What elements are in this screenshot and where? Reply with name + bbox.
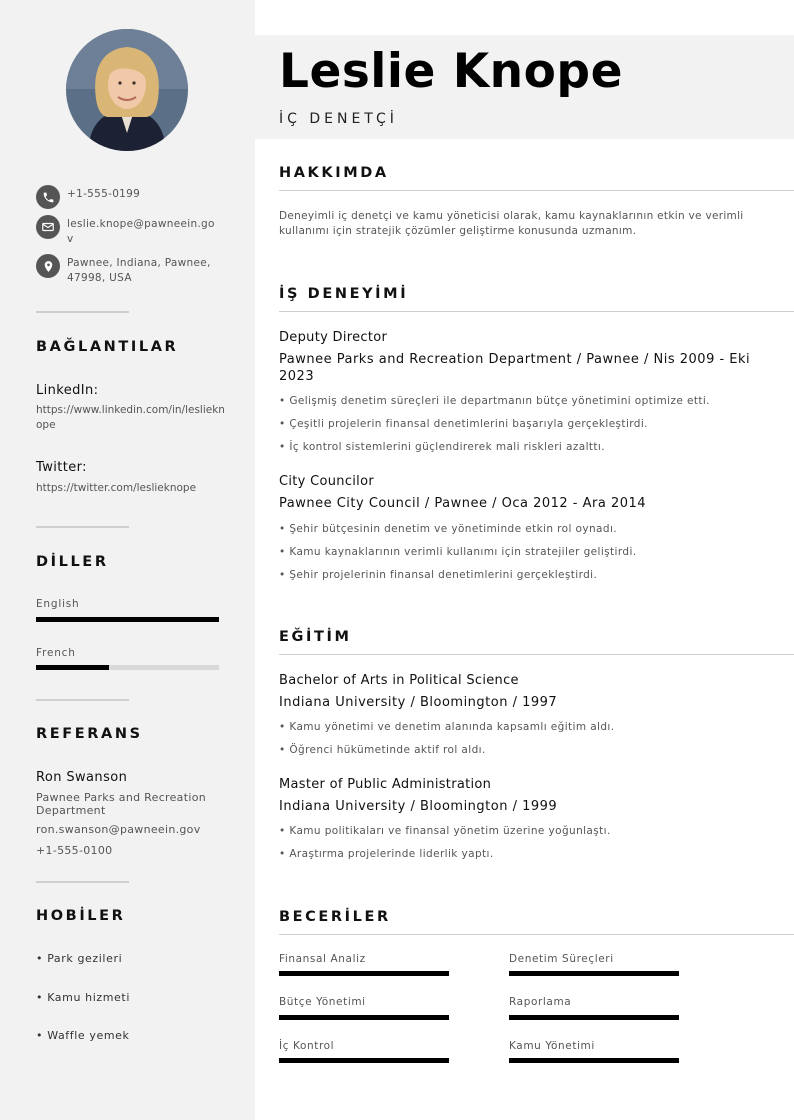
education-bullet-text: Kamu politikaları ve finansal yönetim üzerine yoğunlaştı.: [289, 825, 611, 837]
section-rule: [279, 934, 794, 935]
reference-email[interactable]: ron.swanson@pawneein.gov: [36, 823, 201, 836]
linkedin-link[interactable]: https://www.linkedin.com/in/leslieknope: [36, 404, 225, 431]
skill-level-fill: [509, 1058, 679, 1063]
profile-photo: [66, 29, 188, 151]
skill-name: Denetim Süreçleri: [509, 953, 614, 965]
school-info: Indiana University / Bloomington / 1999: [279, 799, 558, 814]
linkedin-label: LinkedIn:: [36, 383, 99, 398]
hobbies-heading: HOBİLER: [36, 908, 126, 924]
job-title: İÇ DENETÇİ: [279, 111, 398, 127]
links-heading: BAĞLANTILAR: [36, 339, 179, 355]
education-bullet-text: Öğrenci hükümetinde aktif rol aldı.: [289, 744, 486, 756]
job-bullet: • Gelişmiş denetim süreçleri ile departmanın bütçe yönetimini optimize etti.: [279, 395, 710, 407]
skill-level-bar: [279, 1015, 449, 1020]
skill-name: Finansal Analiz: [279, 953, 366, 965]
job-bullet: • İç kontrol sistemlerini güçlendirerek mali riskleri azalttı.: [279, 441, 605, 453]
candidate-name: Leslie Knope: [279, 44, 623, 99]
job-role: Deputy Director: [279, 330, 388, 345]
language-level-bar: [36, 665, 219, 670]
job-bullet-text: İç kontrol sistemlerini güçlendirerek mali riskleri azalttı.: [289, 441, 605, 453]
education-bullet: • Öğrenci hükümetinde aktif rol aldı.: [279, 744, 486, 756]
sidebar-divider: [36, 699, 129, 701]
skill-level-fill: [279, 971, 449, 976]
skill-level-bar: [509, 971, 679, 976]
language-level-bar: [36, 617, 219, 622]
education-bullet-text: Araştırma projelerinde liderlik yaptı.: [289, 848, 494, 860]
job-bullet-text: Çeşitli projelerin finansal denetimlerini başarıyla gerçekleştirdi.: [289, 418, 648, 430]
skill-name: Bütçe Yönetimi: [279, 996, 366, 1008]
job-bullet: • Şehir projelerinin finansal denetimlerini gerçekleştirdi.: [279, 569, 598, 581]
twitter-label: Twitter:: [36, 460, 87, 475]
hobby-label: Kamu hizmeti: [47, 991, 130, 1004]
reference-name: Ron Swanson: [36, 770, 128, 785]
job-bullet-text: Şehir projelerinin finansal denetimlerini gerçekleştirdi.: [289, 569, 598, 581]
job-bullet-text: Kamu kaynaklarının verimli kullanımı için stratejiler geliştirdi.: [289, 546, 637, 558]
job-organization: Pawnee City Council / Pawnee / Oca 2012 - Ara 2014: [279, 496, 647, 511]
about-heading: HAKKIMDA: [279, 165, 389, 181]
job-bullet: • Çeşitli projelerin finansal denetimlerini başarıyla gerçekleştirdi.: [279, 418, 648, 430]
language-name: English: [36, 598, 80, 610]
reference-phone: +1-555-0100: [36, 844, 113, 857]
skill-level-fill: [509, 971, 679, 976]
email-link[interactable]: leslie.knope@pawneein.gov: [67, 218, 215, 245]
reference-org: Pawnee Parks and Recreation Department: [36, 791, 206, 817]
twitter-link[interactable]: https://twitter.com/leslieknope: [36, 482, 197, 494]
envelope-icon: [36, 215, 60, 239]
language-name: French: [36, 647, 76, 659]
skill-level-bar: [279, 971, 449, 976]
sidebar-divider: [36, 526, 129, 528]
job-bullet-text: Şehir bütçesinin denetim ve yönetiminde etkin rol oynadı.: [289, 523, 617, 535]
skill-name: İç Kontrol: [279, 1040, 335, 1052]
language-level-fill: [36, 617, 219, 622]
skill-level-bar: [279, 1058, 449, 1063]
about-text: Deneyimli iç denetçi ve kamu yöneticisi olarak, kamu kaynaklarının etkin ve verimli kullanımı için stratejik çözümler geliştirme konusunda uzmanım.: [279, 210, 744, 237]
section-rule: [279, 311, 794, 312]
degree-title: Master of Public Administration: [279, 777, 492, 792]
phone-icon: [36, 185, 60, 209]
experience-heading: İŞ DENEYİMİ: [279, 286, 409, 302]
skill-name: Raporlama: [509, 996, 572, 1008]
hobby-item: • Park gezileri: [36, 952, 123, 965]
school-info: Indiana University / Bloomington / 1997: [279, 695, 558, 710]
hobby-item: • Kamu hizmeti: [36, 991, 130, 1004]
sidebar-divider: [36, 881, 129, 883]
education-bullet: • Kamu politikaları ve finansal yönetim üzerine yoğunlaştı.: [279, 825, 611, 837]
job-bullet: • Kamu kaynaklarının verimli kullanımı için stratejiler geliştirdi.: [279, 546, 637, 558]
education-bullet: • Kamu yönetimi ve denetim alanında kapsamlı eğitim aldı.: [279, 721, 615, 733]
address-text: Pawnee, Indiana, Pawnee, 47998, USA: [67, 257, 211, 284]
hobby-label: Park gezileri: [47, 952, 123, 965]
skill-level-bar: [509, 1058, 679, 1063]
education-bullet-text: Kamu yönetimi ve denetim alanında kapsamlı eğitim aldı.: [289, 721, 615, 733]
sidebar-divider: [36, 311, 129, 313]
skill-level-fill: [279, 1058, 449, 1063]
skill-level-bar: [509, 1015, 679, 1020]
hobby-label: Waffle yemek: [47, 1029, 130, 1042]
section-rule: [279, 190, 794, 191]
language-level-fill: [36, 665, 109, 670]
job-bullet-text: Gelişmiş denetim süreçleri ile departmanın bütçe yönetimini optimize etti.: [289, 395, 710, 407]
phone-text: +1-555-0199: [67, 188, 141, 200]
education-bullet: • Araştırma projelerinde liderlik yaptı.: [279, 848, 494, 860]
job-role: City Councilor: [279, 474, 374, 489]
map-pin-icon: [36, 254, 60, 278]
skill-level-fill: [509, 1015, 679, 1020]
references-heading: REFERANS: [36, 726, 143, 742]
job-bullet: • Şehir bütçesinin denetim ve yönetiminde etkin rol oynadı.: [279, 523, 617, 535]
languages-heading: DİLLER: [36, 554, 109, 570]
skills-heading: BECERİLER: [279, 909, 391, 925]
skill-level-fill: [279, 1015, 449, 1020]
degree-title: Bachelor of Arts in Political Science: [279, 673, 519, 688]
hobby-item: • Waffle yemek: [36, 1029, 130, 1042]
education-heading: EĞİTİM: [279, 629, 352, 645]
section-rule: [279, 654, 794, 655]
job-organization: Pawnee Parks and Recreation Department / Pawnee / Nis 2009 - Eki 2023: [279, 352, 751, 384]
skill-name: Kamu Yönetimi: [509, 1040, 595, 1052]
